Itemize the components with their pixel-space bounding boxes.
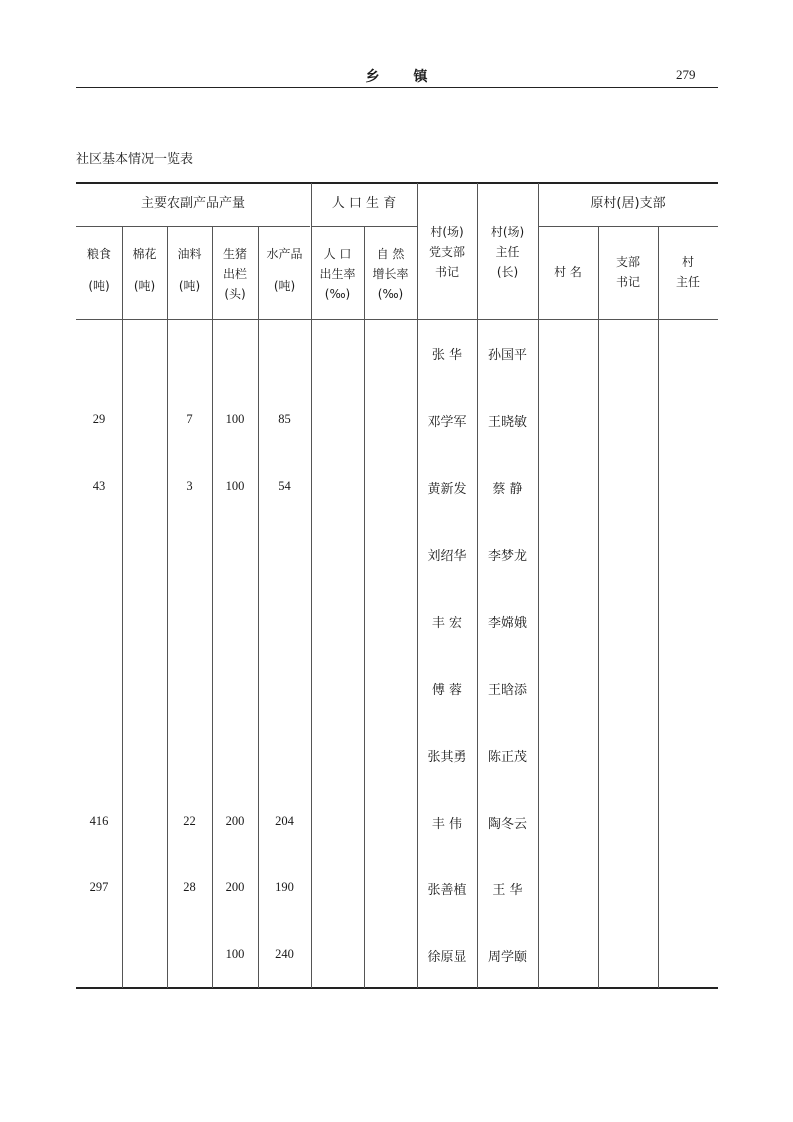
header-party-secretary: 村(场) 党支部 书记 xyxy=(428,225,465,279)
grain-cell: 297 xyxy=(89,880,109,894)
pigs-cell: 100 xyxy=(225,412,245,426)
director-cell: 陶冬云 xyxy=(487,817,527,832)
director-cell: 王 华 xyxy=(492,883,523,898)
header-aquatic: 水产品 (吨) xyxy=(266,247,303,293)
header-oil: 油料 (吨) xyxy=(177,247,202,293)
secretary-cell: 邓学军 xyxy=(427,415,467,430)
secretary-cell: 黄新发 xyxy=(427,482,467,497)
grain-cell: 43 xyxy=(92,479,106,493)
pigs-cell: 200 xyxy=(225,814,245,828)
secretary-cell: 徐原显 xyxy=(427,950,467,965)
col-divider xyxy=(212,226,213,988)
secretary-cell: 丰 宏 xyxy=(431,616,463,631)
aquatic-cell: 54 xyxy=(278,479,291,493)
pigs-cell: 100 xyxy=(225,947,245,961)
header-growth-rate: 自 然 增长率 (‰) xyxy=(372,247,409,301)
header-cotton: 棉花 (吨) xyxy=(132,247,157,293)
col-divider xyxy=(122,226,123,988)
pigs-cell: 200 xyxy=(225,880,245,894)
table-top-rule xyxy=(76,182,718,184)
aquatic-cell: 190 xyxy=(275,880,294,894)
agri-group-rule xyxy=(76,226,310,227)
col-divider xyxy=(477,183,478,988)
director-cell: 王晓敏 xyxy=(487,415,527,430)
running-header-title xyxy=(0,66,793,86)
oil-cell: 28 xyxy=(183,880,196,894)
header-pigs: 生猪 出栏 (头) xyxy=(222,247,247,301)
col-divider xyxy=(167,226,168,988)
oil-cell: 22 xyxy=(183,814,196,828)
page-number: 279 xyxy=(676,67,696,82)
secretary-cell: 张其勇 xyxy=(427,750,467,765)
col-divider xyxy=(364,226,365,988)
col-divider xyxy=(598,226,599,988)
header-village-head: 村 主任 xyxy=(675,255,700,289)
director-cell: 周学颐 xyxy=(487,950,527,965)
header-grain: 粮食 (吨) xyxy=(86,247,111,293)
header-title-left: 乡 xyxy=(365,69,380,85)
col-divider xyxy=(417,183,418,988)
col-divider xyxy=(538,183,539,988)
col-divider xyxy=(658,226,659,988)
header-branch-secretary: 支部 书记 xyxy=(615,255,640,289)
director-cell: 蔡 静 xyxy=(492,482,523,497)
branch-group-rule xyxy=(538,226,718,227)
header-group-branch: 原村(居)支部 xyxy=(590,196,666,211)
header-bottom-rule xyxy=(76,319,718,320)
aquatic-cell: 85 xyxy=(278,412,291,426)
header-title-right: 镇 xyxy=(413,69,428,85)
director-cell: 李梦龙 xyxy=(487,549,527,564)
header-director: 村(场) 主任 (长) xyxy=(490,225,525,279)
oil-cell: 3 xyxy=(186,479,193,493)
header-village-name: 村 名 xyxy=(554,265,582,279)
aquatic-cell: 240 xyxy=(275,947,294,961)
director-cell: 孙国平 xyxy=(487,348,527,363)
secretary-cell: 刘绍华 xyxy=(427,549,467,564)
col-divider xyxy=(258,226,259,988)
director-cell: 陈正茂 xyxy=(487,750,527,765)
secretary-cell: 傅 蓉 xyxy=(431,683,463,698)
header-group-agri: 主要农副产品产量 xyxy=(140,196,245,211)
director-cell: 王晗添 xyxy=(487,683,527,698)
pigs-cell: 100 xyxy=(225,479,245,493)
director-cell: 李嫦娥 xyxy=(487,616,527,631)
aquatic-cell: 204 xyxy=(275,814,294,828)
header-group-pop: 人 口 生 育 xyxy=(331,196,397,211)
secretary-cell: 张善植 xyxy=(427,883,467,898)
table-caption: 社区基本情况一览表 xyxy=(76,152,194,167)
grain-cell: 416 xyxy=(89,814,109,828)
grain-cell: 29 xyxy=(92,412,106,426)
secretary-cell: 丰 伟 xyxy=(431,817,463,832)
secretary-cell: 张 华 xyxy=(431,348,463,363)
header-birth-rate: 人 口 出生率 (‰) xyxy=(319,247,356,301)
header-rule xyxy=(76,87,718,88)
oil-cell: 7 xyxy=(186,412,193,426)
table-bottom-rule xyxy=(76,987,718,989)
